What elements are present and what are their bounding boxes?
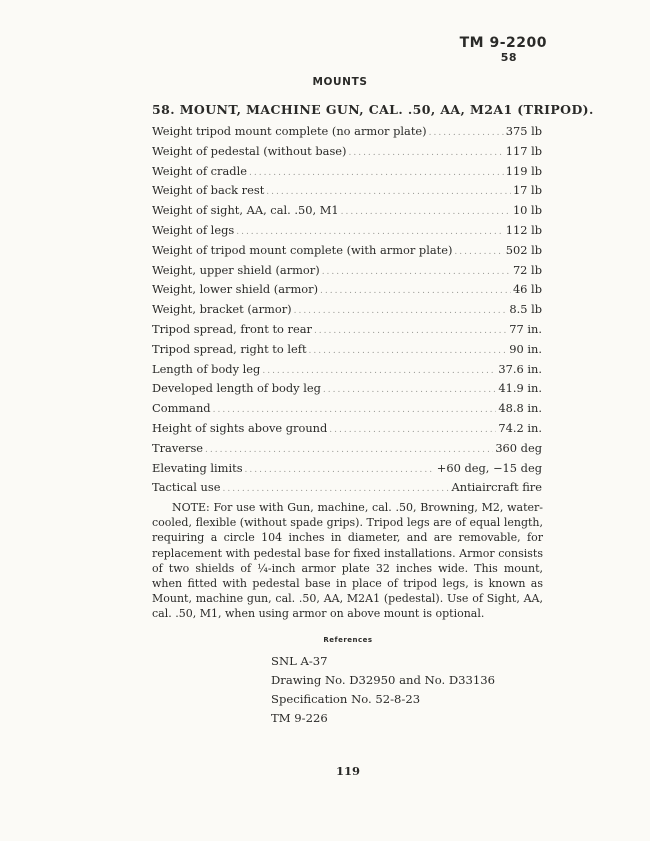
spec-row [152, 439, 542, 459]
spec-label: Weight of legs [152, 222, 235, 237]
spec-value: Antiaircraft fire [451, 480, 542, 495]
dot-leader [348, 144, 503, 164]
spec-row [152, 399, 542, 419]
dot-leader [222, 480, 449, 500]
spec-label: Weight of back rest [152, 183, 265, 198]
spec-row [152, 379, 542, 399]
references-title: References [323, 636, 373, 644]
dot-leader [322, 263, 511, 283]
spec-value: 37.6 in. [498, 361, 542, 376]
dot-leader [245, 461, 435, 481]
item-heading: 58. MOUNT, MACHINE GUN, CAL. .50, AA, M2A1 (TRIPOD). [152, 102, 594, 117]
dot-leader [429, 124, 504, 144]
dot-leader [249, 164, 504, 184]
spec-row [152, 142, 542, 162]
spec-value: 10 lb [512, 203, 542, 218]
page-number: 119 [335, 764, 360, 778]
spec-label: Tripod spread, right to left [152, 341, 307, 356]
spec-label: Weight, bracket (armor) [152, 302, 292, 317]
spec-row [152, 340, 542, 360]
reference-item: SNL A-37 [271, 654, 328, 668]
spec-row [152, 300, 542, 320]
note-paragraph: NOTE: For use with Gun, machine, cal. .50, Browning, M2, water-cooled, flexible (without spade grips). Tripod legs are of equal length, requiring a circle 104 inches in diameter, and are removable, for replacement with pedestal base for fixed installations. Armor consists of two shields of ¼-inch armor plate 32 inches wide. This mount, when fitted with pedestal base in place of tripod legs, is known as Mount, machine gun, cal. .50, AA, M2A1 (pedestal). Use of Sight, AA, cal. .50, M1, when using armor on above mount is optional. [152, 501, 543, 621]
paragraph-number: 58 [500, 51, 517, 64]
spec-label: Weight of cradle [152, 163, 247, 178]
spec-list [152, 122, 542, 498]
dot-leader [323, 381, 496, 401]
spec-label: Weight of tripod mount complete (with armor plate) [152, 242, 453, 257]
spec-value: 41.9 in. [498, 381, 542, 396]
reference-item: Specification No. 52-8-23 [271, 692, 421, 706]
spec-value: +60 deg, −15 deg [436, 460, 542, 475]
spec-label: Tactical use [152, 480, 221, 495]
spec-value: 360 deg [495, 440, 542, 455]
dot-leader [314, 322, 507, 342]
spec-row [152, 419, 542, 439]
spec-row [152, 360, 542, 380]
spec-row [152, 201, 542, 221]
spec-value: 77 in. [509, 321, 542, 336]
spec-value: 117 lb [505, 143, 542, 158]
spec-value: 90 in. [509, 341, 542, 356]
spec-label: Weight, lower shield (armor) [152, 282, 319, 297]
spec-label: Developed length of body leg [152, 381, 321, 396]
dot-leader [309, 342, 508, 362]
spec-row [152, 478, 542, 498]
spec-value: 502 lb [505, 242, 542, 257]
spec-label: Traverse [152, 440, 204, 455]
spec-row [152, 280, 542, 300]
spec-value: 46 lb [512, 282, 542, 297]
spec-value: 375 lb [505, 124, 542, 138]
spec-row [152, 162, 542, 182]
spec-label: Elevating limits [152, 460, 243, 475]
section-title: MOUNTS [312, 76, 368, 88]
spec-row [152, 459, 542, 479]
references-list [271, 652, 495, 728]
spec-value: 74.2 in. [498, 420, 542, 435]
spec-row [152, 241, 542, 261]
tm-number: TM 9-2200 [459, 35, 547, 51]
dot-leader [341, 203, 511, 223]
spec-value: 72 lb [512, 262, 542, 277]
spec-row [152, 181, 542, 201]
spec-label: Length of body leg [152, 361, 261, 376]
spec-label: Weight tripod mount complete (no armor plate) [152, 124, 427, 138]
spec-label: Height of sights above ground [152, 420, 328, 435]
document-header [460, 35, 547, 64]
spec-value: 17 lb [512, 183, 542, 198]
dot-leader [329, 421, 496, 441]
spec-label: Weight of sight, AA, cal. .50, M1 [152, 203, 339, 218]
spec-row [152, 221, 542, 241]
spec-row [152, 320, 542, 340]
spec-label: Weight of pedestal (without base) [152, 143, 347, 158]
spec-row [152, 122, 542, 142]
spec-label: Command [152, 401, 211, 416]
spec-label: Tripod spread, front to rear [152, 321, 312, 336]
spec-value: 8.5 lb [509, 302, 542, 317]
spec-label: Weight, upper shield (armor) [152, 262, 320, 277]
reference-item: Drawing No. D32950 and No. D33136 [271, 673, 496, 687]
reference-item: TM 9-226 [271, 711, 328, 725]
spec-row [152, 261, 542, 281]
dot-leader [294, 302, 508, 322]
spec-value: 119 lb [505, 163, 542, 178]
dot-leader [454, 243, 503, 263]
dot-leader [320, 282, 511, 302]
spec-value: 48.8 in. [498, 401, 542, 416]
spec-value: 112 lb [505, 222, 542, 237]
